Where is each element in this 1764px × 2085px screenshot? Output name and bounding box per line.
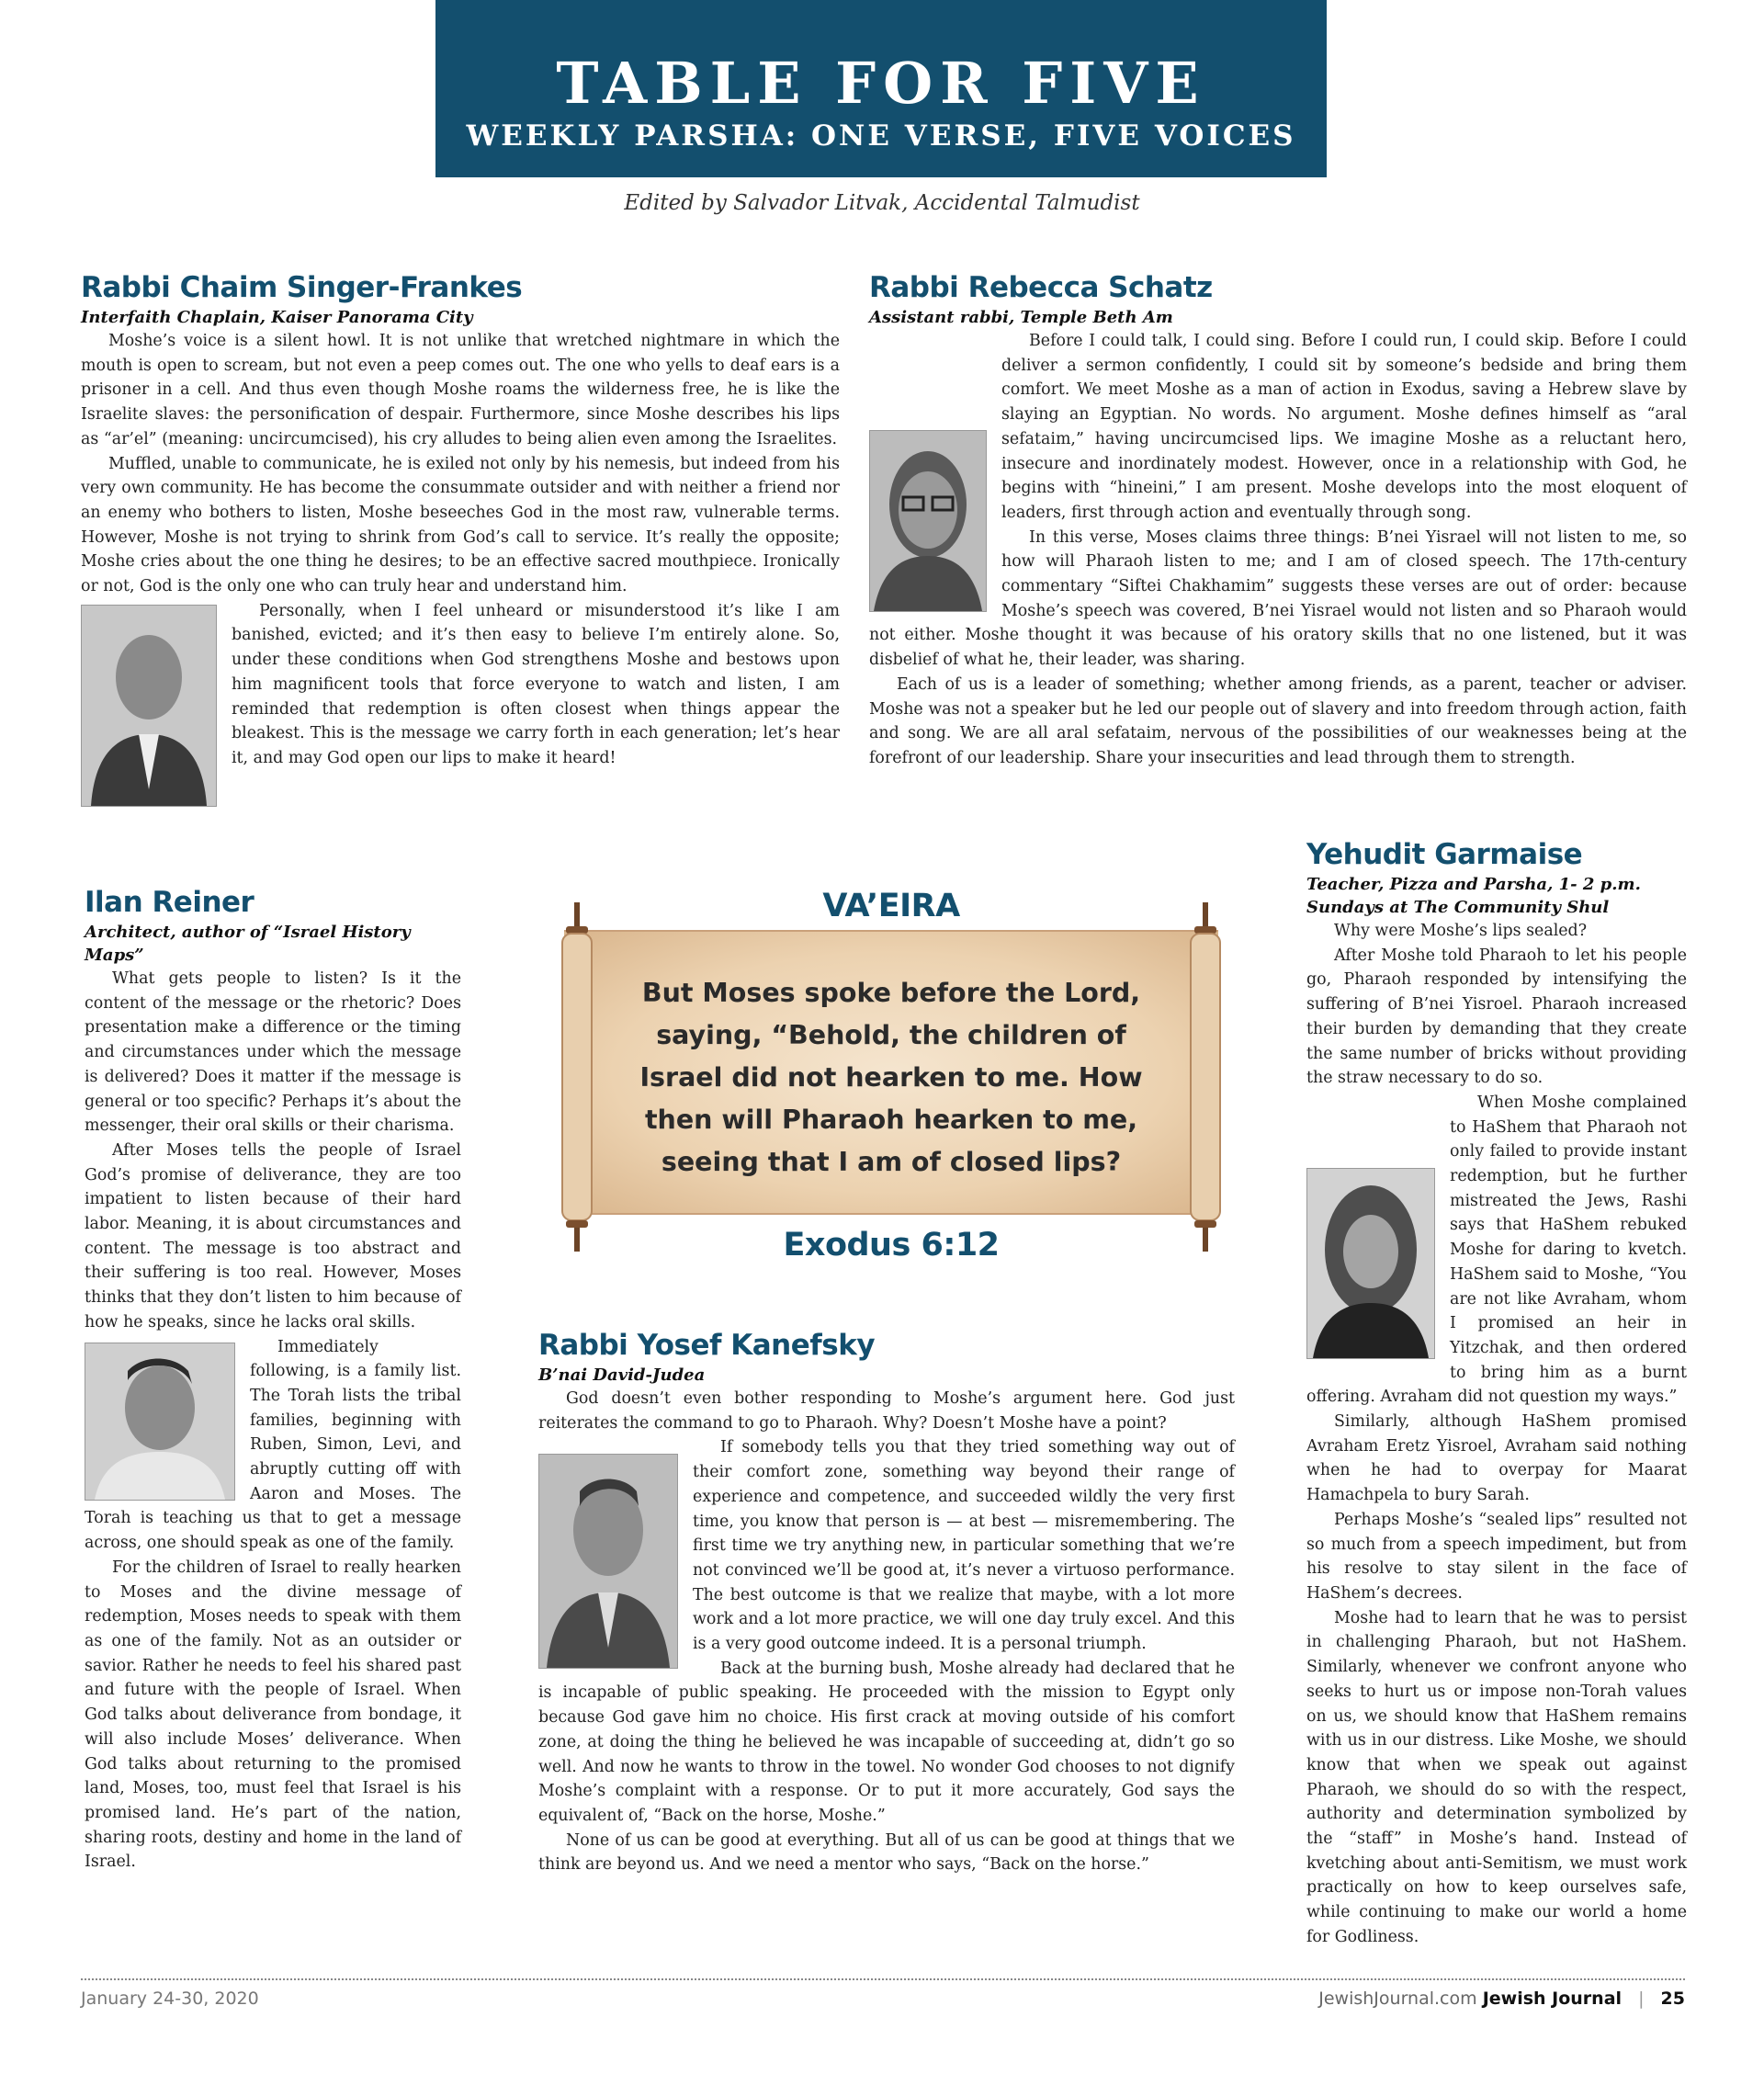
article-paragraph: Before I could talk, I could sing. Before I could run, I could skip. Before I could deliver a sermon confidently, I could sit by someone’s bedside and bring them comfort. We meet Moshe as a man of action in Exodus, saving a Hebrew slave by slaying an Egyptian. No words. No argument. Moshe defines himself as “aral sefataim,” having uncircumcised lips. We imagine Moshe as a reluctant hero, insecure and inordinately modest. However, once in a relationship with God, he begins with “hineini,” I am present. Moshe develops into the most eloquent of leaders, first through action and eventually through song. [1001,332,1687,522]
editor-credit: Edited by Salvador Litvak, Accidental Talmudist [624,191,1140,215]
person-icon [539,1455,677,1668]
article-paragraph: Moshe had to learn that he was to persist in challenging Pharaoh, but not HaShem. Similarly, whenever we confront anyone who seeks to hurt us or impose non-Torah values on us, we should know that HaShem remains with us in our distress. Like Moshe, we should know that when we speak out against Pharaoh, we should do so with the respect, authority and determination symbolized by the “staff” in Moshe’s hand. Instead of kvetching about anti-Semitism, we must work practically on how to keep ourselves safe, while continuing to make our world a home for Godliness. [1306,1608,1687,1946]
masthead-banner [435,0,1327,177]
article-paragraph: If somebody tells you that they tried something way out of their comfort zone, something way beyond their range of experience and competence, and succeeded wildly the very first time, you know that person is — at best — misremembering. The first time we try anything new, in particular something that we’re not convinced we’ll be good at, it’s never a virtuoso performance. The best outcome is that we realize that maybe, with a lot more work and a lot more practice, we will one day truly excel. And this is a very good outcome indeed. It is a personal triumph. [693,1438,1235,1654]
verse-reference: Exodus 6:12 [783,1227,1000,1263]
article-paragraph: In this verse, Moses claims three things: B’nei Yisrael will not listen to me, so how will Pharaoh listen to me; and I am of closed speech. The 17th-century commentary “Siftei Chakhamim” suggests these verses are out of order: because Moshe’s speech was covered, B’nei Yisrael would not listen and so Pharaoh would not either. Moshe thought it was because of his oratory skills that no one listened, but it was disbelief of what he, their leader, was sharing. [869,527,1687,670]
article-paragraph: What gets people to listen? Is it the content of the message or the rhetoric? Does presentation make a difference or the timing and circumstances under which the message is delivered? Does it matter if the message is general or too specific? Perhaps it’s about the messenger, their oral skills or their charisma. [85,969,461,1136]
author-name: Yehudit Garmaise [1306,838,1583,871]
article-paragraph: After Moshe told Pharaoh to let his people go, Pharaoh responded by intensifying the suffering of B’nei Yisroel. Pharaoh increased their burden by demanding that they create the same number of bricks without providing the straw necessary to do so. [1306,946,1687,1088]
article-paragraph: Perhaps Moshe’s “sealed lips” resulted not so much from a speech impediment, but from his resolve to stay silent in the face of HaShem’s decrees. [1306,1510,1687,1603]
article-paragraph: Similarly, although HaShem promised Avraham Eretz Yisroel, Avraham said nothing when he had to overpay for Maarat Hamachpela to bury Sarah. [1306,1412,1687,1505]
verse-text: But Moses spoke before the Lord, saying, “Behold, the children of Israel did not hearken to me. How then will Pharaoh hearken to me, seeing that I am of closed lips? [639,978,1143,1177]
masthead-subtitle: WEEKLY PARSHA: ONE VERSE, FIVE VOICES [466,119,1296,153]
author-name: Ilan Reiner [85,886,254,919]
author-role: B’nai David-Judea [538,1365,706,1385]
author-role: Teacher, Pizza and Parsha, 1- 2 p.m. Sundays at The Community Shul [1306,875,1641,917]
article-kanefsky [538,1327,1235,1877]
person-icon [85,1343,234,1500]
article-paragraph: Each of us is a leader of something; whether among friends, as a parent, teacher or adviser. Moshe was not a speaker but he led our people out of slavery and into freedom through action, faith and song. We are all aral sefataim, nervous of the possibilities of our weaknesses being at the forefront of our leadership. Share your insecurities and lead through them to strength. [869,674,1687,767]
article-garmaise [1306,836,1687,1950]
person-icon [870,431,986,611]
issue-date: January 24-30, 2020 [81,1989,259,2009]
masthead-title: TABLE FOR FIVE [556,50,1206,117]
article-schatz [869,269,1687,771]
article-paragraph: Why were Moshe’s lips sealed? [1334,922,1588,940]
person-icon [1307,1169,1434,1358]
site-url: JewishJournal.com [1318,1989,1477,2009]
article-paragraph: God doesn’t even bother responding to Moshe’s argument here. God just reiterates the command to go to Pharaoh. Why? Doesn’t Moshe have a point? [538,1389,1235,1433]
article-paragraph: Moshe’s voice is a silent howl. It is not unlike that wretched nightmare in which the mouth is open to scream, but not even a peep comes out. The one who yells to deaf ears is a prisoner in a cell. And thus even though Moshe roams the wilderness free, he is like the Israelite slaves: the personification of despair. Furthermore, since Moshe describes his lips as “ar’el” (meaning: uncircumcised), his cry alludes to being alien even among the Israelites. [81,332,840,448]
article-paragraph: Back at the burning bush, Moshe already had declared that he is incapable of public speaking. He proceeded with the mission to Egypt only because God gave him no choice. His first crack at moving outside of his comfort zone, at doing the thing he believed he was incapable of succeeding at, didn’t go so well. And now he wants to throw in the towel. No wonder God chooses to not dignify Moshe’s complaint with a response. Or to put it more accurately, God says the equivalent of, “Back on the horse, Moshe.” [538,1659,1235,1825]
article-paragraph: Immediately following, is a family list. The Torah lists the tribal families, beginning with Ruben, Simon, Levi, and abruptly cutting off with Aaron and Moses. The Torah is teaching us that to get a message across, one should speak as one of the family. [85,1337,461,1553]
author-photo [1306,1168,1435,1359]
publication-name: Jewish Journal [1482,1989,1623,2009]
scroll-rod-left [559,902,595,1252]
article-reiner [85,884,461,1875]
footer-divider [81,1978,1685,1980]
person-icon [82,606,216,806]
scroll-rod-right [1187,902,1224,1252]
article-paragraph: When Moshe complained to HaShem that Pharaoh not only failed to provide instant redemption, but he further mistreated the Jews, Rashi says that HaShem rebuked Moshe for daring to kvetch. HaShem said to Moshe, “You are not like Avraham, whom I promised an heir in Yitzchak, and then ordered to bring him as a burnt offering. Avraham did not question my ways.” [1306,1093,1687,1407]
parsha-title: VA’EIRA [822,888,960,924]
author-name: Rabbi Chaim Singer-Frankes [81,271,523,304]
author-name: Rabbi Yosef Kanefsky [538,1329,876,1362]
article-paragraph: Muffled, unable to communicate, he is exiled not only by his nemesis, but indeed from his very own community. He has become the consummate outsider and with neither a friend nor an enemy who bothers to listen, Moshe beseeches God in the most raw, vulnerable terms. However, Moshe is not trying to shrink from God’s call to service. It’s really the opposite; Moshe cries about the one thing he desires; to be an effective sacred mouthpiece. Ironically or not, God is the only one who can truly hear and understand him. [81,454,840,596]
author-name: Rabbi Rebecca Schatz [869,271,1213,304]
author-role: Interfaith Chaplain, Kaiser Panorama City [81,308,473,327]
article-singer-frankes [81,269,840,812]
page-footer [1318,1989,1685,2009]
verse-scroll [533,882,1250,1277]
author-role: Assistant rabbi, Temple Beth Am [869,308,1173,327]
page-number: 25 [1660,1989,1685,2009]
author-photo [81,605,217,807]
article-paragraph: None of us can be good at everything. But all of us can be good at things that we think are beyond us. And we need a mentor who says, “Back on the horse.” [538,1830,1235,1875]
article-paragraph: For the children of Israel to really hearken to Moses and the divine message of redemption, Moses needs to speak with them as one of the family. Not as an outsider or savior. Rather he needs to feel his shared past and future with the people of Israel. When God talks about deliverance from bondage, it will also include Moses’ deliverance. When God talks about returning to the promised land, Moses, too, must feel that Israel is his promised land. He’s part of the nation, sharing roots, destiny and home in the land of Israel. [85,1558,461,1872]
author-role: Architect, author of “Israel History Maps” [85,923,411,965]
footer-separator: | [1638,1989,1645,2009]
author-photo [85,1343,235,1501]
author-photo [869,430,987,612]
author-photo [538,1454,678,1669]
article-paragraph: After Moses tells the people of Israel God’s promise of deliverance, they are too impatient to listen because of their hard labor. Meaning, it is about circumstances and content. The message is too abstract and their suffering is too real. However, Moses thinks that they don’t listen to him because of how he speaks, since he lacks oral skills. [85,1140,461,1331]
article-paragraph: Personally, when I feel unheard or misunderstood it’s like I am banished, evicted; and it’s then easy to believe I’m entirely alone. So, under these conditions when God strengthens Moshe and bestows upon him magnificent tools that force everyone to watch and listen, I am reminded that redemption is often closest when things appear the bleakest. This is the message we carry forth in each generation; let’s hear it, and may God open our lips to make it heard! [232,601,840,767]
